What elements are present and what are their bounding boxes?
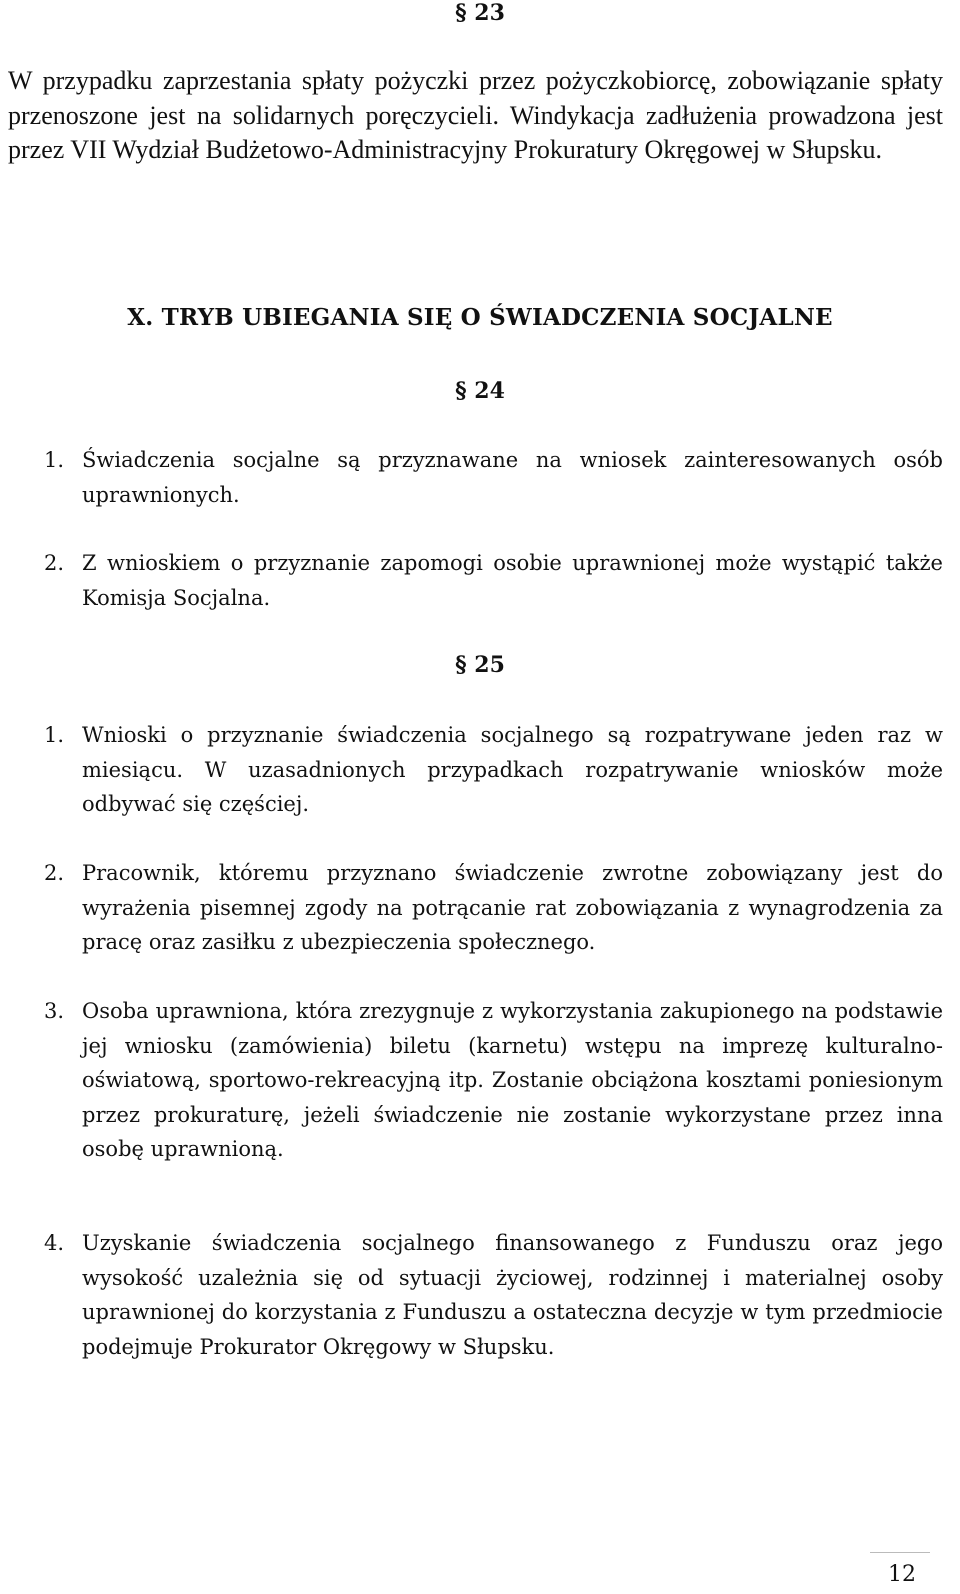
item-text: Osoba uprawniona, która zrezygnuje z wykorzystania zakupionego na podstawie jej wniosku (zamówienia) biletu (karnetu) wstępu na imprezę kulturalno-oświatową, sportowo-rekreacyjną itp. Zostanie obciążona kosztami poniesionym przez prokuraturę, jeżeli świadczenie nie zostanie wykorzystane przez inna osobę uprawnioną. xyxy=(82,999,943,1161)
item-text: Uzyskanie świadczenia socjalnego finansowanego z Funduszu oraz jego wysokość uzależnia się od sytuacji życiowej, rodzinnej i materialnej osoby uprawnionej do korzystania z Funduszu a ostateczna decyzje w tym przedmiocie podejmuje Prokurator Okręgowy w Słupsku. xyxy=(82,1231,943,1359)
section-25-item-3 xyxy=(44,994,943,1167)
page-number: 12 xyxy=(888,1562,916,1587)
section-25-item-1 xyxy=(44,718,943,822)
item-number: 1. xyxy=(44,723,65,747)
item-text: Świadczenia socjalne są przyznawane na wniosek zainteresowanych osób uprawnionych. xyxy=(82,448,943,507)
section-24-item-2 xyxy=(44,546,943,615)
item-number: 1. xyxy=(44,448,65,472)
item-text: Z wnioskiem o przyznanie zapomogi osobie uprawnionej może wystąpić także Komisja Socjalna. xyxy=(82,551,943,610)
item-number: 2. xyxy=(44,551,65,575)
item-text: Wnioski o przyznanie świadczenia socjalnego są rozpatrywane jeden raz w miesiącu. W uzasadnionych przypadkach rozpatrywanie wniosków może odbywać się częściej. xyxy=(82,723,943,816)
footer-divider xyxy=(870,1552,930,1553)
section-24-heading: § 24 xyxy=(455,378,505,404)
item-number: 2. xyxy=(44,861,65,885)
item-text: Pracownik, któremu przyznano świadczenie zwrotne zobowiązany jest do wyrażenia pisemnej zgody na potrącanie rat zobowiązania z wynagrodzenia za pracę oraz zasiłku z ubezpieczenia społecznego. xyxy=(82,861,943,954)
section-24-item-1 xyxy=(44,443,943,512)
section-25-item-4 xyxy=(44,1226,943,1364)
section-23-paragraph: W przypadku zaprzestania spłaty pożyczki przez pożyczkobiorcę, zobowiązanie spłaty przenoszone jest na solidarnych poręczycieli. Windykacja zadłużenia prowadzona jest przez VII Wydział Budżetowo-Administracyjny Prokuratury Okręgowej w Słupsku. xyxy=(8,66,943,164)
section-23-heading: § 23 xyxy=(455,0,505,26)
item-number: 4. xyxy=(44,1231,65,1255)
section-25-item-2 xyxy=(44,856,943,960)
item-number: 3. xyxy=(44,999,65,1023)
chapter-title: X. TRYB UBIEGANIA SIĘ O ŚWIADCZENIA SOCJALNE xyxy=(127,304,833,331)
section-25-heading: § 25 xyxy=(455,652,505,678)
